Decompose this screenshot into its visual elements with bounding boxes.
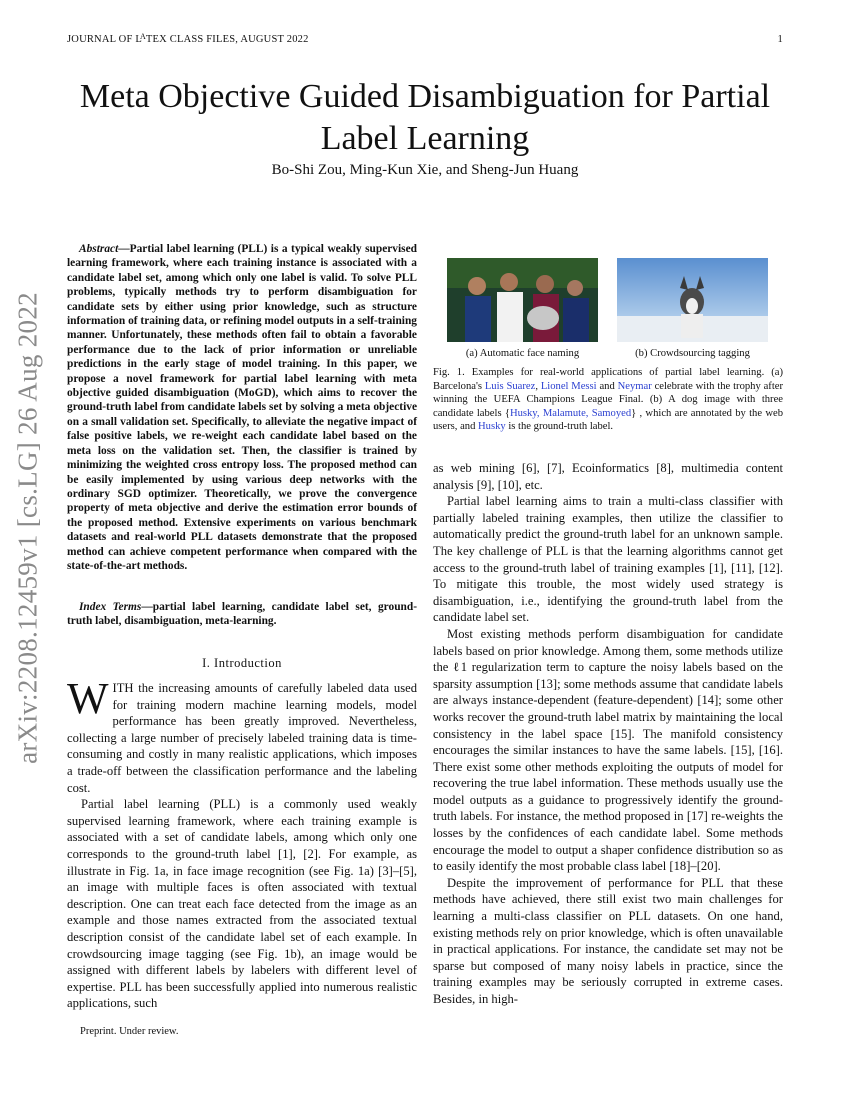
subcaption-b: (b) Crowdsourcing tagging [635,348,750,359]
index-terms: Index Terms—partial label learning, candidate label set, ground-truth label, disambiguation, meta-learning. [67,601,417,628]
figure-caption: Fig. 1. Examples for real-world applications of partial label learning. (a) Barcelona's Luis Suarez, Lionel Messi and Neymar celebrate with the trophy after winning the UEFA Champions League Final. (b) A dog image with three candidate labels {Husky, Malamute, Samoyed} , which are annotated by the web users, and Husky is the ground-truth label. [433,367,783,432]
link-neymar[interactable]: Neymar [617,380,652,392]
section-heading: I. Introduction [202,656,282,670]
link-suarez[interactable]: Luis Suarez [484,380,536,392]
husky-photo [617,258,768,342]
link-candidate-labels[interactable]: Husky, Malamute, Samoyed [509,407,632,419]
right-column-body [433,460,783,1008]
arxiv-stamp: arXiv:2208.12459v1 [cs.LG] 26 Aug 2022 [12,292,43,764]
link-messi[interactable]: Lionel Messi [540,380,597,392]
paragraph: Most existing methods perform disambiguation for candidate labels based on prior knowledge. Among them, some methods utilize the ℓ1 regularization term to capture the noisy labels based on the sparsity assumption [13]; some methods assume that candidate labels are always instance-dependent (feature-dependent) [14]; some other works recover the ground-truth label matrix by maintaining the local consistency in the label space [15]. The manifold consistency encourages the similar instances to have the same labels. [15], [16]. There exist some other methods exploiting the outputs of model for recovering the true label information. These methods usually use the model outputs as a guidance to progressively identify the ground-truth labels. For instance, the method proposed in [17] re-weights the losses by the confidences of each candidate label. Some methods encourage the model to output a shaper confidence distribution so as to easily identify the most probable class label [18]–[20]. [433,626,783,874]
paper-title: Meta Objective Guided Disambiguation for Partial Label Learning [79,78,771,157]
paragraph: Despite the improvement of performance for PLL that these methods have achieved, there still exist two main challenges for learning a multi-class classifier on PLL datasets. On one hand, existing methods rely on prior knowledge, which is often unavailable in practical applications. For instance, the candidate set may not be sparse but composed of many noisy labels in practice, since the training examples may be seriously corrupted in extreme cases. Besides, in high- [433,875,783,1006]
face-naming-photo [447,258,598,342]
page-number: 1 [777,34,783,45]
intro-paragraph: Partial label learning (PLL) is a commonly used weakly supervised learning framework, where each training example is associated with a set of candidate labels, among which only one corresponds to the ground-truth label [1], [2]. For example, as illustrate in Fig. 1a, in face image recognition (see Fig. 1a) [3]–[5], an image with multiple faces is often associated with textual description. One can treat each face detected from the image as an example and those names extracted from the associated textual description consist of the candidate label set of each example. In crowdsourcing image tagging (see Fig. 1b), an image would be assigned with different labels by labelers with different level of expertise. PLL has been successfully applied into numerous realistic applications, such [67,797,417,1011]
abstract: Abstract—Partial label learning (PLL) is a typical weakly supervised learning framework, where each training instance is associated with a candidate label set, among which only one label is valid. To solve PLL problems, typically methods try to perform disambiguation for candidate sets by either using prior knowledge, such as structure information of training data, or refining model outputs in a self-training manner. Unfortunately, these methods often fail to obtain a favorable performance due to the lack of prior information or unreliable predictions in the early stage of model training. In this paper, we propose a novel framework for partial label learning with meta objective guided disambiguation (MoGD), which aims to recover the ground-truth label from candidate labels set by solving a meta objective on a small validation set. Specifically, to alleviate the negative impact of false positive labels, we re-weight each candidate label based on the meta loss on the validation set. Then, the classifier is trained by minimizing the weighted cross entropy loss. The proposed method can be easily implemented by using various deep networks with the ordinary SGD optimizer. Theoretically, we prove the convergence property of meta objective and derive the estimation error bounds of the proposed method. Extensive experiments on various benchmark datasets and real-world PLL datasets demonstrate that the proposed method can achieve competent performance when compared with the state-of-the-art methods. [67,243,417,572]
running-header [67,34,783,45]
drop-cap: W [67,674,109,723]
intro-body: WITH the increasing amounts of carefully labeled data used for training modern machine learning models, model performance has been greatly improved. Nevertheless, collecting a large number of precisely labeled training data is time-consuming and costly in many realistic applications, which imposes a trade-off between the classification performance and the labeling cost. Partial label learning (PLL) is a commonly used weakly supervised learning framework, where each training example is associated with a set of candidate labels, among which only one corresponds to the ground-truth label [1], [2]. For example, as illustrate in Fig. 1a, in face image recognition (see Fig. 1a) [3]–[5], an image with multiple faces is often associated with textual description. One can treat each face detected from the image as an example and those names extracted from the associated textual description consist of the candidate label set of each example. In crowdsourcing image tagging (see Fig. 1b), an image would be assigned with different labels by labelers with different level of expertise. PLL has been successfully applied into numerous realistic applications, such [67,674,417,1011]
link-husky[interactable]: Husky [478,421,506,432]
subcaption-a: (a) Automatic face naming [465,348,580,359]
paragraph: Partial label learning aims to train a multi-class classifier with partially labeled training examples, then utilize the classifier to automatically predict the ground-truth label for an unknown sample. The key challenge of PLL is that the learning algorithms cannot get access to the ground-truth label of training examples [1], [11], [12]. To mitigate this trouble, the most widely used strategy is disambiguation, i.e., identifying the ground-truth label from the candidate label set. [433,494,783,625]
journal-name: JOURNAL OF $L^ATEX$ CLASS FILES, AUGUST 2022 [67,32,309,45]
paragraph: as web mining [6], [7], Ecoinformatics [8], multimedia content analysis [9], [10], etc. [433,461,783,492]
author-list: Bo-Shi Zou, Ming-Kun Xie, and Sheng-Jun Huang [271,162,579,178]
footnote: Preprint. Under review. [80,1026,179,1037]
